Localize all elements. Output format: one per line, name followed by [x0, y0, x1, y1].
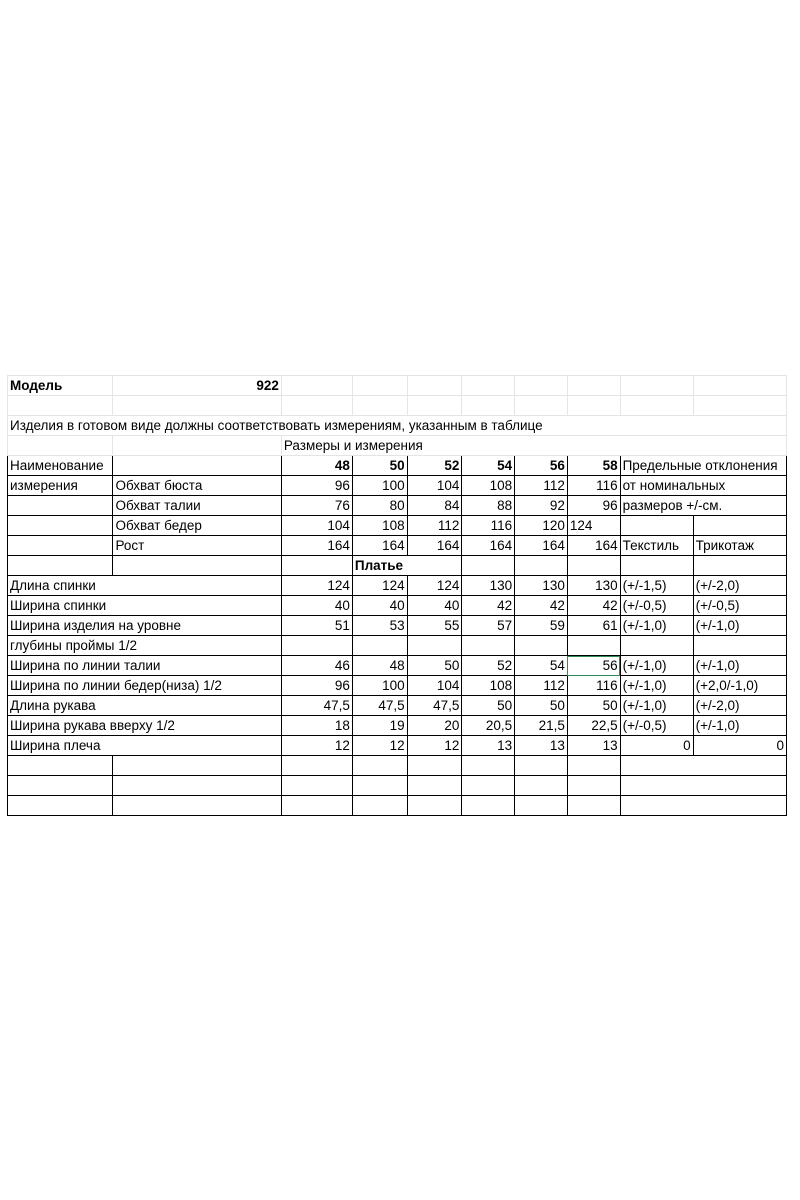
name-column-header[interactable]: Наименование — [8, 456, 113, 476]
textile-tolerance[interactable]: (+/-0,5) — [620, 596, 693, 616]
cell[interactable]: 100 — [352, 476, 407, 496]
cell[interactable]: 164 — [567, 536, 620, 556]
cell[interactable]: 61 — [567, 616, 620, 636]
table-row — [8, 696, 787, 716]
cell[interactable]: 50 — [515, 696, 568, 716]
cell[interactable]: 96 — [281, 476, 352, 496]
cell[interactable]: 22,5 — [567, 716, 620, 736]
textile-header[interactable]: Текстиль — [620, 536, 693, 556]
cell[interactable]: 92 — [515, 496, 568, 516]
cell[interactable]: 108 — [462, 676, 515, 696]
cell[interactable]: 130 — [515, 576, 568, 596]
cell[interactable]: 116 — [567, 676, 620, 696]
cell[interactable]: 52 — [462, 656, 515, 676]
empty-cell[interactable] — [567, 756, 620, 776]
cell[interactable]: 112 — [515, 676, 568, 696]
knit-tolerance[interactable]: (+/-0,5) — [693, 596, 786, 616]
size-50-header[interactable]: 50 — [352, 456, 407, 476]
cell[interactable]: 55 — [407, 616, 462, 636]
cell[interactable]: 108 — [352, 516, 407, 536]
row-label[interactable]: Ширина рукава вверху 1/2 — [8, 716, 282, 736]
cell[interactable]: 18 — [281, 716, 352, 736]
body-measure-row — [8, 516, 787, 536]
cell[interactable]: 50 — [567, 696, 620, 716]
cell[interactable]: 21,5 — [515, 716, 568, 736]
textile-tolerance[interactable]: (+/-1,0) — [620, 676, 693, 696]
cell[interactable]: 40 — [352, 596, 407, 616]
name-column-header-2[interactable]: измерения — [8, 476, 113, 496]
empty-cell[interactable] — [462, 776, 515, 796]
row-label[interactable]: Ширина спинки — [8, 596, 282, 616]
cell[interactable]: 12 — [407, 736, 462, 756]
row-label[interactable]: Рост — [113, 536, 281, 556]
empty-cell[interactable] — [281, 776, 352, 796]
cell[interactable]: 96 — [281, 676, 352, 696]
empty-cell[interactable] — [620, 756, 786, 776]
table-row — [8, 616, 787, 636]
cell[interactable]: 42 — [567, 596, 620, 616]
empty-cell[interactable] — [567, 796, 620, 816]
textile-tolerance[interactable]: 0 — [620, 736, 693, 756]
cell[interactable]: 40 — [407, 596, 462, 616]
empty-cell[interactable] — [407, 796, 462, 816]
size-48-header[interactable]: 48 — [281, 456, 352, 476]
body-measure-row — [8, 496, 787, 516]
empty-row — [8, 396, 787, 416]
cell[interactable]: 164 — [281, 536, 352, 556]
table-row — [8, 716, 787, 736]
row-label[interactable]: Ширина изделия на уровне — [8, 616, 282, 636]
spreadsheet — [0, 375, 800, 816]
cell[interactable]: 12 — [281, 736, 352, 756]
product-rows — [8, 576, 787, 756]
tolerance-subheader[interactable]: от номинальных — [620, 476, 786, 496]
knit-tolerance[interactable]: 0 — [693, 736, 786, 756]
note-row — [8, 416, 787, 436]
table-row — [8, 636, 787, 656]
model-row — [8, 376, 787, 396]
textile-tolerance[interactable]: (+/-1,0) — [620, 696, 693, 716]
cell[interactable]: 130 — [462, 576, 515, 596]
cell[interactable]: 108 — [462, 476, 515, 496]
cell[interactable]: 124 — [567, 516, 620, 536]
row-label[interactable]: Ширина по линии бедер(низа) 1/2 — [8, 676, 282, 696]
cell[interactable]: 80 — [352, 496, 407, 516]
cell[interactable]: 40 — [281, 596, 352, 616]
empty-cell[interactable] — [113, 776, 281, 796]
cell[interactable]: 42 — [515, 596, 568, 616]
cell[interactable]: 84 — [407, 496, 462, 516]
cell[interactable]: 13 — [462, 736, 515, 756]
cell[interactable]: 47,5 — [407, 696, 462, 716]
cell[interactable]: 116 — [462, 516, 515, 536]
knit-tolerance[interactable]: (+/-1,0) — [693, 616, 786, 636]
cell[interactable]: 56 — [567, 656, 620, 676]
empty-cell[interactable] — [515, 756, 568, 776]
cell[interactable]: 116 — [567, 476, 620, 496]
model-label[interactable]: Модель — [8, 376, 113, 396]
cell[interactable]: 96 — [567, 496, 620, 516]
textile-tolerance[interactable]: (+/-1,5) — [620, 576, 693, 596]
size-52-header[interactable]: 52 — [407, 456, 462, 476]
cell[interactable]: 76 — [281, 496, 352, 516]
textile-tolerance[interactable] — [620, 636, 693, 656]
size-56-header[interactable]: 56 — [515, 456, 568, 476]
row-label[interactable]: Ширина плеча — [8, 736, 282, 756]
empty-cell[interactable] — [352, 776, 407, 796]
product-title[interactable]: Платье — [352, 556, 462, 576]
row-label[interactable]: Длина рукава — [8, 696, 282, 716]
cell[interactable]: 57 — [462, 616, 515, 636]
cell[interactable]: 88 — [462, 496, 515, 516]
cell[interactable]: 50 — [462, 696, 515, 716]
table-row — [8, 736, 787, 756]
textile-tolerance[interactable]: (+/-1,0) — [620, 616, 693, 636]
cell[interactable]: 20 — [407, 716, 462, 736]
row-label[interactable]: глубины проймы 1/2 — [8, 636, 282, 656]
empty-cell[interactable] — [281, 756, 352, 776]
empty-cell[interactable] — [407, 776, 462, 796]
cell[interactable] — [515, 636, 568, 656]
cell[interactable]: 54 — [515, 656, 568, 676]
column-header-row — [8, 456, 787, 476]
body-measure-row — [8, 536, 787, 556]
note-text[interactable]: Изделия в готовом виде должны соответствовать измерениям, указанным в таблице — [8, 416, 787, 436]
tolerance-header[interactable]: Предельные отклонения — [620, 456, 786, 476]
table-row — [8, 676, 787, 696]
knit-tolerance[interactable]: (+/-1,0) — [693, 656, 786, 676]
empty-cell[interactable] — [515, 776, 568, 796]
knit-tolerance[interactable]: (+/-2,0) — [693, 696, 786, 716]
empty-cell[interactable] — [407, 756, 462, 776]
cell[interactable]: 112 — [515, 476, 568, 496]
textile-tolerance[interactable]: (+/-1,0) — [620, 656, 693, 676]
empty-cell[interactable] — [567, 776, 620, 796]
empty-cell[interactable] — [352, 756, 407, 776]
knit-tolerance[interactable]: (+2,0/-1,0) — [693, 676, 786, 696]
cell[interactable]: 164 — [515, 536, 568, 556]
empty-cell[interactable] — [620, 796, 786, 816]
sizes-header[interactable]: Размеры и измерения — [281, 436, 786, 456]
cell[interactable]: 46 — [281, 656, 352, 676]
cell[interactable]: 20,5 — [462, 716, 515, 736]
cell[interactable]: 164 — [407, 536, 462, 556]
empty-rows — [8, 756, 787, 816]
cell[interactable]: 124 — [407, 576, 462, 596]
cell[interactable]: 104 — [407, 676, 462, 696]
product-title-row — [8, 556, 787, 576]
empty-row — [8, 756, 787, 776]
knit-tolerance[interactable]: (+/-2,0) — [693, 576, 786, 596]
cell[interactable]: 124 — [281, 576, 352, 596]
cell[interactable] — [567, 636, 620, 656]
empty-cell[interactable] — [281, 796, 352, 816]
empty-row — [8, 776, 787, 796]
cell[interactable] — [462, 636, 515, 656]
table-row — [8, 656, 787, 676]
size-58-header[interactable]: 58 — [567, 456, 620, 476]
cell[interactable]: 53 — [352, 616, 407, 636]
cell[interactable]: 100 — [352, 676, 407, 696]
empty-cell[interactable] — [462, 756, 515, 776]
row-label[interactable]: Обхват талии — [113, 496, 281, 516]
tolerance-unit[interactable]: размеров +/-см. — [620, 496, 786, 516]
cell[interactable]: 13 — [515, 736, 568, 756]
empty-cell[interactable] — [352, 796, 407, 816]
empty-cell[interactable] — [8, 776, 113, 796]
knit-tolerance[interactable]: (+/-1,0) — [693, 716, 786, 736]
empty-cell[interactable] — [620, 776, 786, 796]
cell[interactable]: 48 — [352, 656, 407, 676]
empty-cell[interactable] — [8, 796, 113, 816]
measurements-table — [7, 375, 787, 816]
cell[interactable]: 50 — [407, 656, 462, 676]
knit-tolerance[interactable] — [693, 636, 786, 656]
cell[interactable]: 51 — [281, 616, 352, 636]
sizes-header-row — [8, 436, 787, 456]
cell[interactable] — [407, 636, 462, 656]
model-value[interactable]: 922 — [113, 376, 281, 396]
cell[interactable]: 164 — [462, 536, 515, 556]
size-54-header[interactable]: 54 — [462, 456, 515, 476]
empty-cell[interactable] — [8, 756, 113, 776]
empty-cell[interactable] — [462, 796, 515, 816]
cell[interactable]: 13 — [567, 736, 620, 756]
cell[interactable]: 112 — [407, 516, 462, 536]
cell[interactable]: 19 — [352, 716, 407, 736]
cell[interactable]: 120 — [515, 516, 568, 536]
cell[interactable]: 164 — [352, 536, 407, 556]
empty-cell[interactable] — [113, 756, 281, 776]
cell[interactable] — [352, 636, 407, 656]
cell[interactable]: 104 — [281, 516, 352, 536]
cell[interactable]: 12 — [352, 736, 407, 756]
row-label[interactable]: Обхват бедер — [113, 516, 281, 536]
cell[interactable]: 42 — [462, 596, 515, 616]
table-row — [8, 596, 787, 616]
cell[interactable]: 47,5 — [281, 696, 352, 716]
table-row — [8, 576, 787, 596]
knit-header[interactable]: Трикотаж — [693, 536, 786, 556]
textile-tolerance[interactable]: (+/-0,5) — [620, 716, 693, 736]
empty-cell[interactable] — [113, 796, 281, 816]
cell[interactable]: 47,5 — [352, 696, 407, 716]
cell[interactable]: 124 — [352, 576, 407, 596]
cell[interactable]: 130 — [567, 576, 620, 596]
empty-row — [8, 796, 787, 816]
body-measure-row — [8, 476, 787, 496]
cell[interactable]: 59 — [515, 616, 568, 636]
row-label[interactable]: Обхват бюста — [113, 476, 281, 496]
row-label[interactable]: Ширина по линии талии — [8, 656, 282, 676]
row-label[interactable]: Длина спинки — [8, 576, 282, 596]
empty-cell[interactable] — [515, 796, 568, 816]
cell[interactable] — [281, 636, 352, 656]
cell[interactable]: 104 — [407, 476, 462, 496]
